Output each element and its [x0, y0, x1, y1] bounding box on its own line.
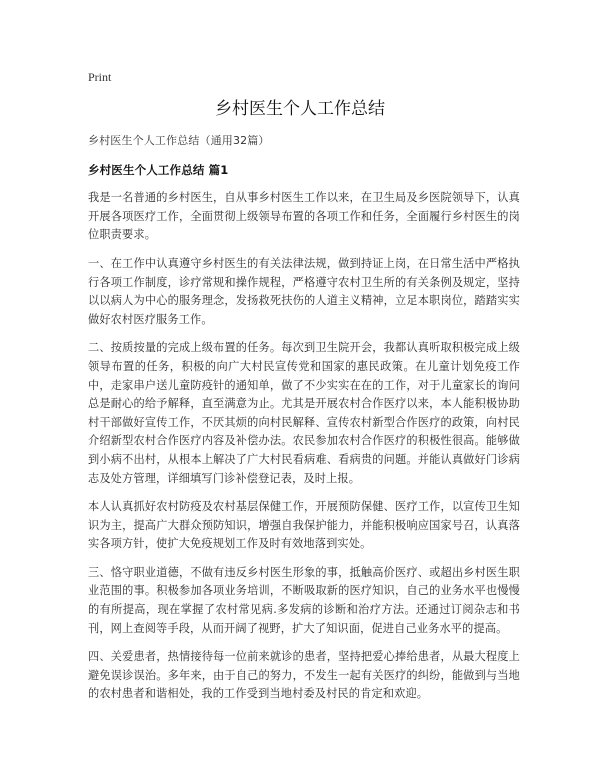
document-body: [88, 132, 520, 714]
document-subtitle: 乡村医生个人工作总结（通用32篇）: [88, 134, 270, 147]
paragraph-3: 本人认真抓好农村防疫及农村基层保健工作，开展预防保健、医疗工作，以宣传卫生知识为主，提高广大群众预防知识，增强自我保护能力，并能积极响应国家号召，认真落实各项方针，使扩大免疫规划工作及时有效地落到实处。: [88, 500, 520, 551]
section-heading: 乡村医生个人工作总结 篇1: [88, 162, 229, 177]
paragraph-intro: 我是一名普通的乡村医生，自从事乡村医生工作以来，在卫生局及乡医院领导下，认真开展各项医疗工作，全面贯彻上级领导布置的各项工作和任务，全面履行乡村医生的岗位职责要求。: [88, 191, 520, 242]
paragraph-1: 一、在工作中认真遵守乡村医生的有关法律法规，做到持证上岗，在日常生活中严格执行各项工作制度，诊疗常规和操作规程，严格遵守农村卫生所的有关条例及规定，坚持以以病人为中心的服务理念，发扬救死扶伤的人道主义精神，立足本职岗位，踏踏实实做好农村医疗服务工作。: [88, 256, 520, 326]
print-link[interactable]: Print: [88, 70, 112, 84]
page-title: 乡村医生个人工作总结: [215, 99, 385, 119]
paragraph-5: 四、关爱患者，热情接待每一位前来就诊的患者，坚持把爱心捧给患者，从最大程度上避免误诊误治。多年来，由于自己的努力，不发生一起有关医疗的纠纷，能做到与当地的农村患者和谐相处，我的工作受到当地村委及村民的肯定和欢迎。: [88, 650, 520, 701]
paragraph-4: 三、恪守职业道德，不做有违反乡村医生形象的事，抵触高价医疗、或超出乡村医生职业范围的事。积极参加各项业务培训，不断吸取新的医疗知识，自己的业务水平也慢慢的有所提高，现在掌握了农村常见病.多发病的诊断和治疗方法。还通过订阅杂志和书刊，网上查阅等手段，从而开阔了视野，扩大了知识面，促进自己业务水平的提高。: [88, 565, 520, 635]
paragraph-2: 二、按质按量的完成上级布置的任务。每次到卫生院开会，我都认真听取积极完成上级领导布置的任务，积极的向广大村民宣传党和国家的惠民政策。在儿童计划免疫工作中，走家串户送儿童防疫针的通知单，做了不少实实在在的工作，对于儿童家长的询问总是耐心的给予解释，直至满意为止。尤其是开展农村合作医疗以来，本人能积极协助村干部做好宣传工作，不厌其烦的向村民解释、宣传农村新型合作医疗的政策，向村民介绍新型农村合作医疗内容及补偿办法。农民参加农村合作医疗的积极性很高。能够做到小病不出村，从根本上解决了广大村民看病难、看病贵的问题。并能认真做好门诊病志及处方管理，详细填写门诊补偿登记表，及时上报。: [88, 341, 520, 485]
